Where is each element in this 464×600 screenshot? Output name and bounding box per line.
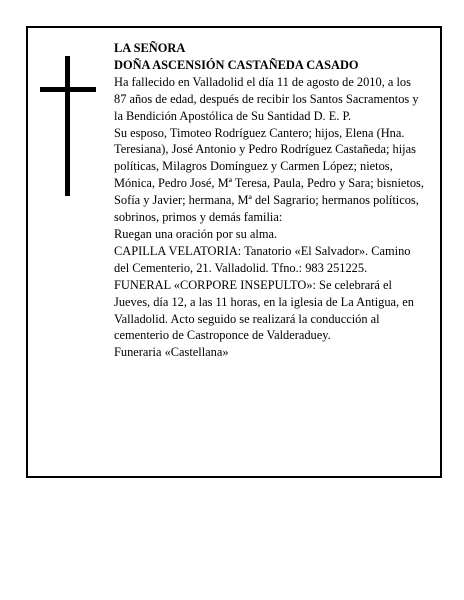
cross-vertical-bar (65, 56, 70, 196)
funeral-home-paragraph: Funeraria «Castellana» (114, 345, 229, 360)
wake-chapel-paragraph: CAPILLA VELATORIA: Tanatorio «El Salvador». Camino del Cementerio, 21. Valladolid. Tfno.: 983 251225. (114, 243, 411, 275)
family-paragraph: Su esposo, Timoteo Rodríguez Cantero; hijos, Elena (Hna. Teresiana), José Antonio y Pedro Rodríguez Castañeda; hijas políticas, Milagros Domínguez y Carmen López; nietos, Mónica, Pedro José, Mª Teresa, Paula, Pedro y Sara; bisnietos, Sofía y Javier; hermana, Mª del Sagrario; hermanos políticos, sobrinos, primos y demás familia: (114, 125, 424, 225)
prayer-request-paragraph: Ruegan una oración por su alma. (114, 226, 278, 241)
deceased-name: DOÑA ASCENSIÓN CASTAÑEDA CASADO (114, 57, 359, 72)
death-announcement-paragraph: Ha fallecido en Valladolid el día 11 de agosto de 2010, a los 87 años de edad, después de recibir los Santos Sacramentos y la Bendición Apostólica de Su Santidad D. E. P. (114, 74, 419, 123)
cross-horizontal-bar (40, 87, 96, 92)
notice-heading-title: LA SEÑORA (114, 41, 186, 55)
obituary-text (114, 40, 424, 361)
funeral-paragraph: FUNERAL «CORPORE INSEPULTO»: Se celebrará el Jueves, día 12, a las 11 horas, en la iglesia de La Antigua, en Valladolid. Acto seguido se realizará la conducción al cementerio de Castroponce de Valderaduey. (114, 277, 414, 343)
cross-icon (40, 56, 96, 196)
